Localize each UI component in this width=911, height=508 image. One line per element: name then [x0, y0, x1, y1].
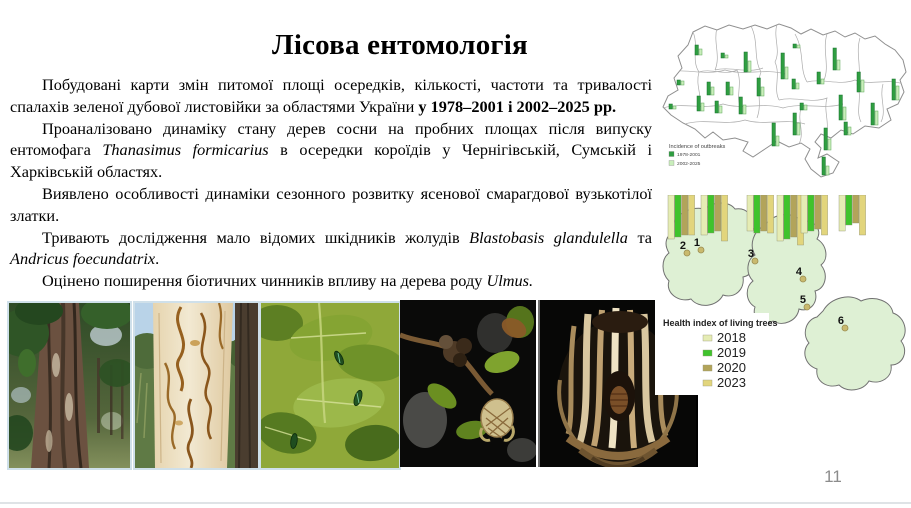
page-number: 11 [824, 467, 842, 486]
oak-galls-illustration [400, 300, 536, 467]
paragraph-outbreak-maps: Побудовані карти змін питомої площі осередків, кількості, частоти та тривалості спалахів зеленої дубової листовійки за областями України у 1978–2001 і 2002–2025 рр. [10, 75, 652, 116]
svg-text:6: 6 [837, 315, 844, 327]
paragraph-ulmus: Оцінено поширення біотичних чинників впливу на дерева роду Ulmus. [42, 271, 534, 291]
bottom-divider [0, 502, 911, 504]
svg-text:Incidence of outbreaks: Incidence of outbreaks [669, 144, 726, 150]
paragraph-acorn-pests: Тривають дослідження мало відомих шкідників жолудів Blastobasis glandulella та Andricus foecundatrix. [10, 227, 652, 269]
svg-text:5: 5 [799, 294, 806, 306]
ash-tree-illustration [9, 303, 130, 468]
outbreaks-map-chart [655, 12, 911, 190]
svg-text:2023: 2023 [717, 375, 746, 390]
body-text [10, 74, 652, 292]
svg-text:2019: 2019 [717, 345, 746, 360]
svg-text:2: 2 [679, 240, 686, 252]
outbreaks-legend [669, 144, 725, 167]
svg-text:4: 4 [795, 266, 802, 278]
photo-ash-tree-in-forest [7, 301, 132, 470]
svg-text:1978-2001: 1978-2001 [677, 153, 701, 158]
slide-title: Лісова ентомологія [272, 29, 528, 62]
paragraph-thanasimus: Проаналізовано динаміку стану дерев сосни на пробних площах після випуску ентомофага Thanasimus formicarius в осередки короїдів у Чернігівській, Сумській і Харківській областях. [10, 118, 652, 182]
svg-text:2002-2025: 2002-2025 [677, 162, 701, 167]
galleries-illustration [135, 303, 258, 468]
svg-text:Health index of living trees: Health index of living trees [663, 318, 778, 328]
health-map-chart [655, 195, 911, 395]
photo-leaves-with-emerald-ash-borers [259, 301, 401, 470]
photo-debarked-trunk-larval-galleries [133, 301, 260, 470]
svg-text:1: 1 [693, 237, 700, 249]
beetles-on-leaves-illustration [261, 303, 399, 468]
oblasts-map [655, 195, 911, 395]
svg-text:3: 3 [747, 248, 754, 260]
svg-text:2018: 2018 [717, 330, 746, 345]
photo-oak-twig-with-galls [400, 300, 536, 467]
paragraph-zlatka: Виявлено особливості динаміки сезонного розвитку ясенової смарагдової вузькотілої златки. [10, 183, 652, 225]
ukraine-map [655, 12, 911, 190]
svg-text:2020: 2020 [717, 360, 746, 375]
